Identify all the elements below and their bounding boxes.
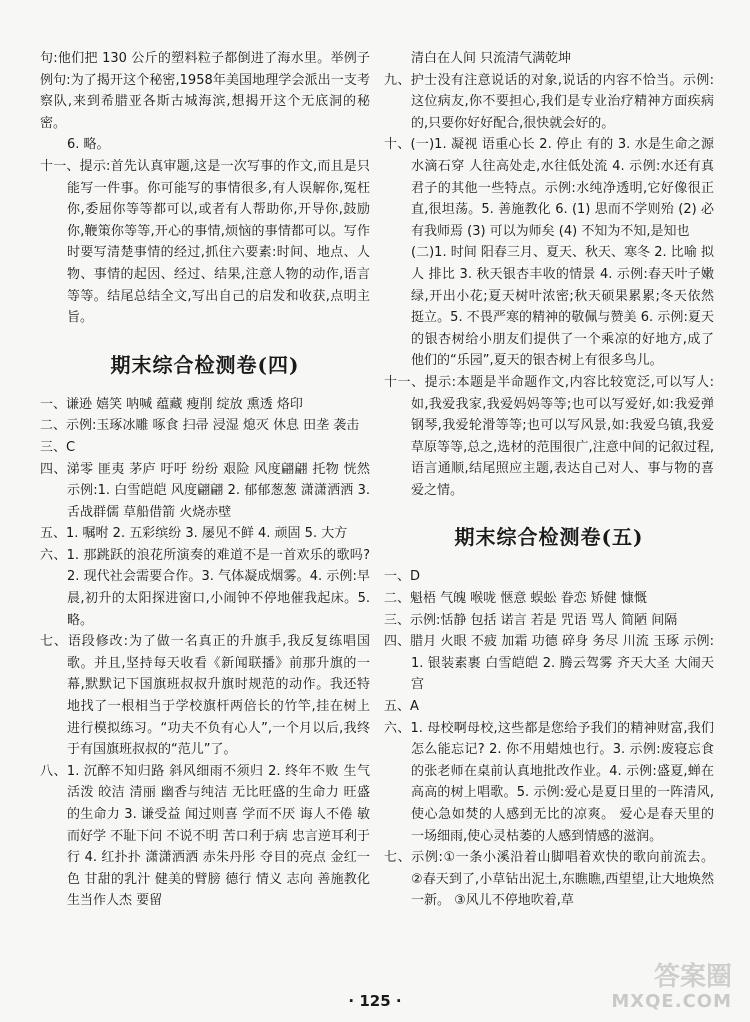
answer-paragraph: 清白在人间 只流清气满乾坤: [411, 51, 572, 66]
answer-item: 6. 略。: [67, 137, 110, 153]
answer-item: 六、1. 母校啊母校,这些都是您给予我们的精神财富,我们怎么能忘记? 2. 你不用蜡烛也行。3. 示例:废寝忘食的张老师在桌前认真地批改作业。4. 示例:盛夏,蝉在高高的树上唱歌。5. 示例:爱心是夏日里的一阵清风,使心急如焚的人感到无比的凉爽。 爱心是春天里的一场细雨,使心灵枯萎的人感到情感的滋润。: [384, 720, 714, 844]
section-title-5: 期末综合检测卷(五): [454, 525, 644, 550]
answer-item: 一、D: [384, 569, 421, 585]
answer-item: 七、语段修改:为了做一名真正的升旗手,我反复练唱国歌。并且,坚持每天收看《新闻联播》前那升旗的一幕,默默记下国旗班叔叔升旗时规范的动作。我还特地找了一根相当于学校旗杆两倍长的竹竿,挂在树上进行模拟练习。“功夫不负有心人”,一个月以后,我终于有国旗班叔叔的“范儿”了。: [40, 634, 370, 758]
answer-item: 十一、提示:本题是半命题作文,内容比较宽泛,可以写人:如,我爱我家,我爱妈妈等等;也可以写爱好,如:我爱弹钢琴,我爱轮滑等等;也可以写风景,如:我爱乌镇,我爱草原等等,总之,选材的范围很广,注意中间的记叙过程,语言通顺,结尾照应主题,表达自己对人、事与物的喜爱之情。: [384, 374, 714, 498]
answer-item: 三、C: [40, 439, 76, 455]
answer-item: 十一、提示:首先认真审题,这是一次写事的作文,而且是只能写一件事。你可能写的事情很多,有人误解你,冤枉你,委屈你等等都可以,或者有人帮助你,开导你,鼓励你,鞭策你等等,开心的事情,烦恼的事情都可以。写作时要写清楚事情的经过,抓住六要素:时间、地点、人物、事情的起因、经过、结果,注意人物的动作,语言等等。结尾总结全文,写出自己的启发和收获,点明主旨。: [40, 158, 370, 326]
watermark-logo: [588, 956, 738, 1012]
answer-item: 二、示例:玉琢冰雕 啄食 扫帚 浸湿 熄灭 休息 田垄 袭击: [40, 418, 360, 434]
answer-item: 四、腊月 火眼 不疲 加霜 功德 碎身 务尽 川流 玉琢 示例:1. 银装素裹 白雪皑皑 2. 腾云驾雾 齐天大圣 大闹天宫: [384, 634, 714, 693]
answer-item: 十、(一)1. 凝视 语重心长 2. 停止 有的 3. 水是生命之源 水滴石穿 人往高处走,水往低处流 4. 示例:水还有真君子的其他一些特点。示例:水纯净透明,它好像很正直,很坦荡。5. 善施教化 6. (1) 思而不学则殆 (2) 必有我师焉 (3) 可以为师矣 (4) 不知为不知,是知也: [384, 137, 714, 239]
answer-item: 七、示例:①一条小溪沿着山脚唱着欢快的歌向前流去。 ②春天到了,小草钻出泥土,东瞧瞧,西望望,让大地焕然一新。 ③风儿不停地吹着,草: [384, 850, 714, 909]
answer-item: 五、1. 嘱咐 2. 五彩缤纷 3. 屡见不鲜 4. 顽固 5. 大方: [40, 526, 348, 542]
answer-paragraph: 句:他们把 130 公斤的塑料粒子都倒进了海水里。举例子 例句:为了揭开这个秘密,1958年美国地理学会派出一支考察队,来到希腊亚各斯古城海滨,想揭开这个无底洞的秘密。: [40, 51, 370, 131]
answer-item: 一、谦逊 嬉笑 呐喊 蕴藏 瘦削 绽放 熏透 烙印: [40, 396, 303, 412]
answer-item: 六、1. 那跳跃的浪花所演奏的难道不是一首欢乐的歌吗? 2. 现代社会需要合作。3. 气体凝成烟雾。4. 示例:早晨,初升的太阳探进窗口,小闹钟不停地催我起床。5. 略。: [40, 547, 370, 628]
answer-item: 三、示例:恬静 包括 诺言 若是 咒语 骂人 简陋 间隔: [384, 612, 678, 628]
left-column: [40, 48, 370, 912]
answer-item: 五、A: [384, 699, 419, 715]
section-title-4: 期末综合检测卷(四): [110, 352, 300, 377]
answer-item: 九、护士没有注意说话的对象,说话的内容不恰当。示例:这位病友,你不要担心,我们是专业治疗精神方面疾病的,只要你好好配合,很快就会好的。: [384, 72, 714, 131]
answer-item: 四、涕零 匪夷 茅庐 吁吁 纷纷 艰险 风度翩翩 托物 恍然 示例:1. 白雪皑皑 风度翩翩 2. 郁郁葱葱 潇潇洒洒 3. 舌战群儒 草船借箭 火烧赤壁: [40, 461, 370, 520]
right-column: [384, 48, 714, 912]
watermark-logo-text: 答案圈: [653, 962, 732, 992]
page-number: · 125 ·: [348, 992, 402, 1010]
answer-item: 八、1. 沉醉不知归路 斜风细雨不须归 2. 终年不败 生气 活泼 皎洁 清丽 幽香与纯洁 无比旺盛的生命力 旺盛的生命力 3. 谦受益 闻过则喜 学而不厌 诲人不倦 敏而好学 不耻下问 不说不明 苦口利于病 忠言逆耳利于行 4. 红扑扑 潇潇洒洒 赤朱丹彤 夺目的亮点 金红一色 甘甜的乳汁 健美的臂膀 德行 情义 志向 善施教化 生当作人杰 要留: [40, 763, 370, 909]
answer-item: 二、魁梧 气魄 喉咙 惬意 蜈蚣 眷恋 矫健 慷慨: [384, 591, 647, 607]
answer-item: (二)1. 时间 阳春三月、夏天、秋天、寒冬 2. 比喻 拟人 排比 3. 秋天银杏丰收的情景 4. 示例:春天叶子嫩绿,开出小花;夏天树叶浓密;秋天硕果累累;冬天依然挺立。5. 不畏严寒的精神的敬佩与赞美 6. 示例:夏天的银杏树给小朋友们提供了一个乘凉的好地方,成了他们的“乐园”,夏天的银杏树上有很多鸟儿。: [411, 245, 714, 369]
watermark-url: MXQE.COM: [611, 991, 732, 1012]
